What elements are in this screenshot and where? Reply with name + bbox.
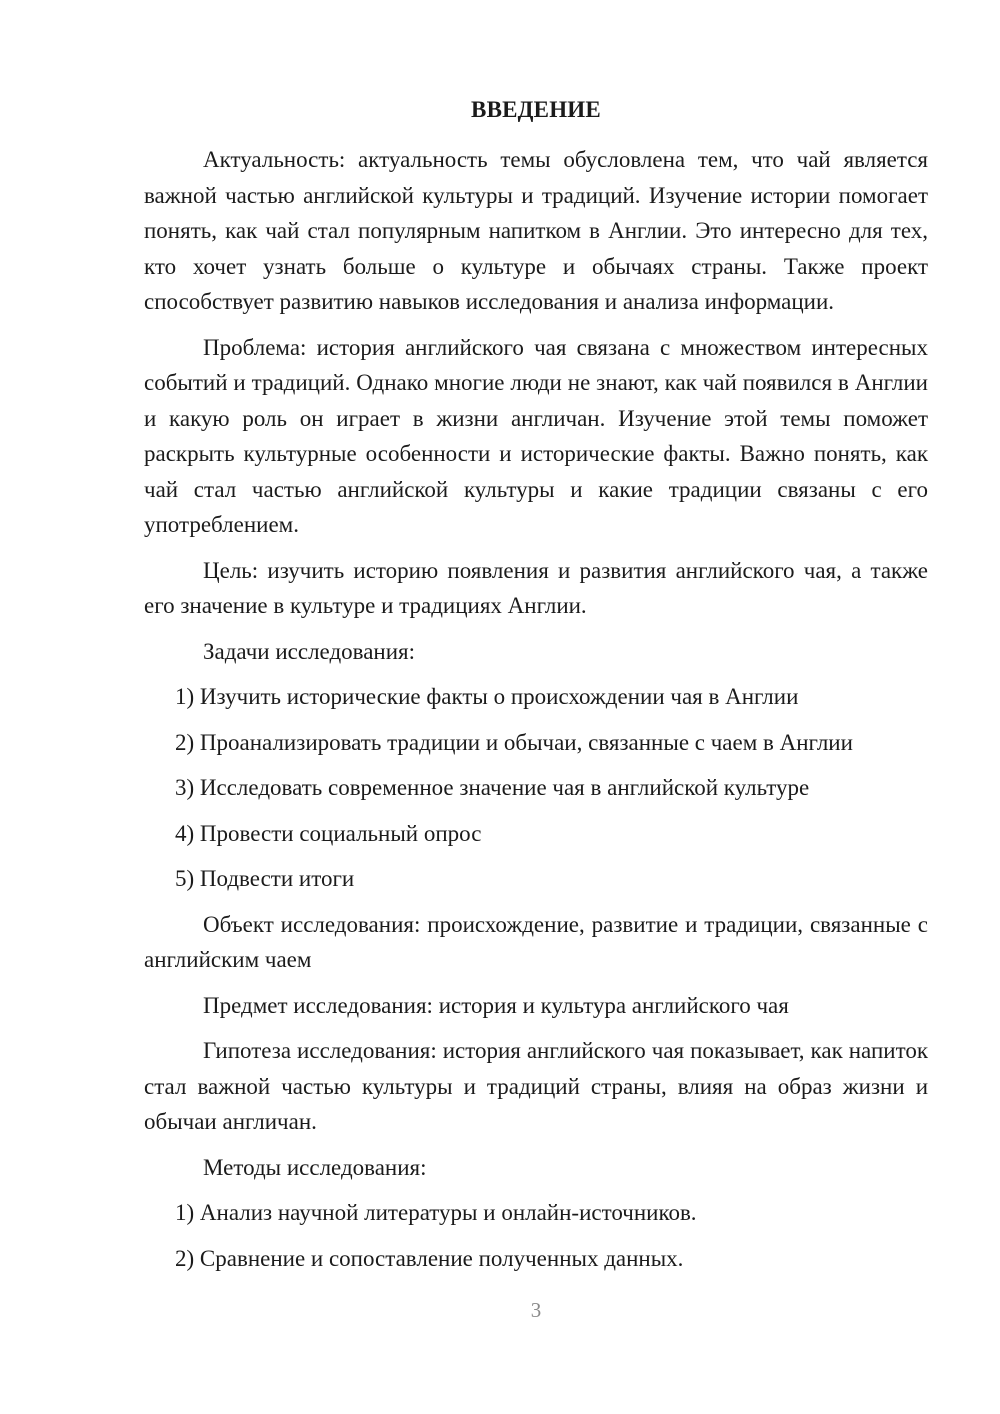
task-item-5: 5) Подвести итоги xyxy=(175,866,355,891)
task-item-1: 1) Изучить исторические факты о происхождении чая в Англии xyxy=(175,684,799,709)
page-title: ВВЕДЕНИЕ xyxy=(471,97,601,122)
paragraph-subject: Предмет исследования: история и культура английского чая xyxy=(203,992,789,1018)
task-item-2: 2) Проанализировать традиции и обычаи, связанные с чаем в Англии xyxy=(175,729,853,755)
paragraph-goal: Цель: изучить историю появления и развития английского чая, а также его значение в культуре и традициях Англии. xyxy=(144,557,928,618)
paragraph-object: Объект исследования: происхождение, развитие и традиции, связанные с английским чаем xyxy=(144,911,928,972)
method-item-1: 1) Анализ научной литературы и онлайн-источников. xyxy=(175,1200,697,1225)
method-item-2: 2) Сравнение и сопоставление полученных данных. xyxy=(175,1245,684,1271)
tasks-heading: Задачи исследования: xyxy=(203,638,416,664)
paragraph-problem: Проблема: история английского чая связана с множеством интересных событий и традиций. Однако многие люди не знают, как чай появился в Англии и какую роль он играет в жизни англичан. Изучение этой темы поможет раскрыть культурные особенности и исторические факты. Важно понять, как чай стал частью английской культуры и какие традиции связаны с его употреблением. xyxy=(144,334,928,537)
paragraph-actuality: Актуальность: актуальность темы обусловлена тем, что чай является важной частью английской культуры и традиций. Изучение истории помогает понять, как чай стал популярным напитком в Англии. Это интересно для тех, кто хочет узнать больше о культуре и обычаях страны. Также проект способствует развитию навыков исследования и анализа информации. xyxy=(144,147,928,314)
document-body xyxy=(144,96,928,1276)
task-item-4: 4) Провести социальный опрос xyxy=(175,820,482,846)
methods-heading: Методы исследования: xyxy=(203,1154,427,1180)
task-item-3: 3) Исследовать современное значение чая в английской культуре xyxy=(175,775,810,800)
paragraph-hypothesis: Гипотеза исследования: история английского чая показывает, как напиток стал важной частью культуры и традиций страны, влияя на образ жизни и обычаи англичан. xyxy=(144,1038,928,1134)
page-number: 3 xyxy=(530,1298,542,1322)
